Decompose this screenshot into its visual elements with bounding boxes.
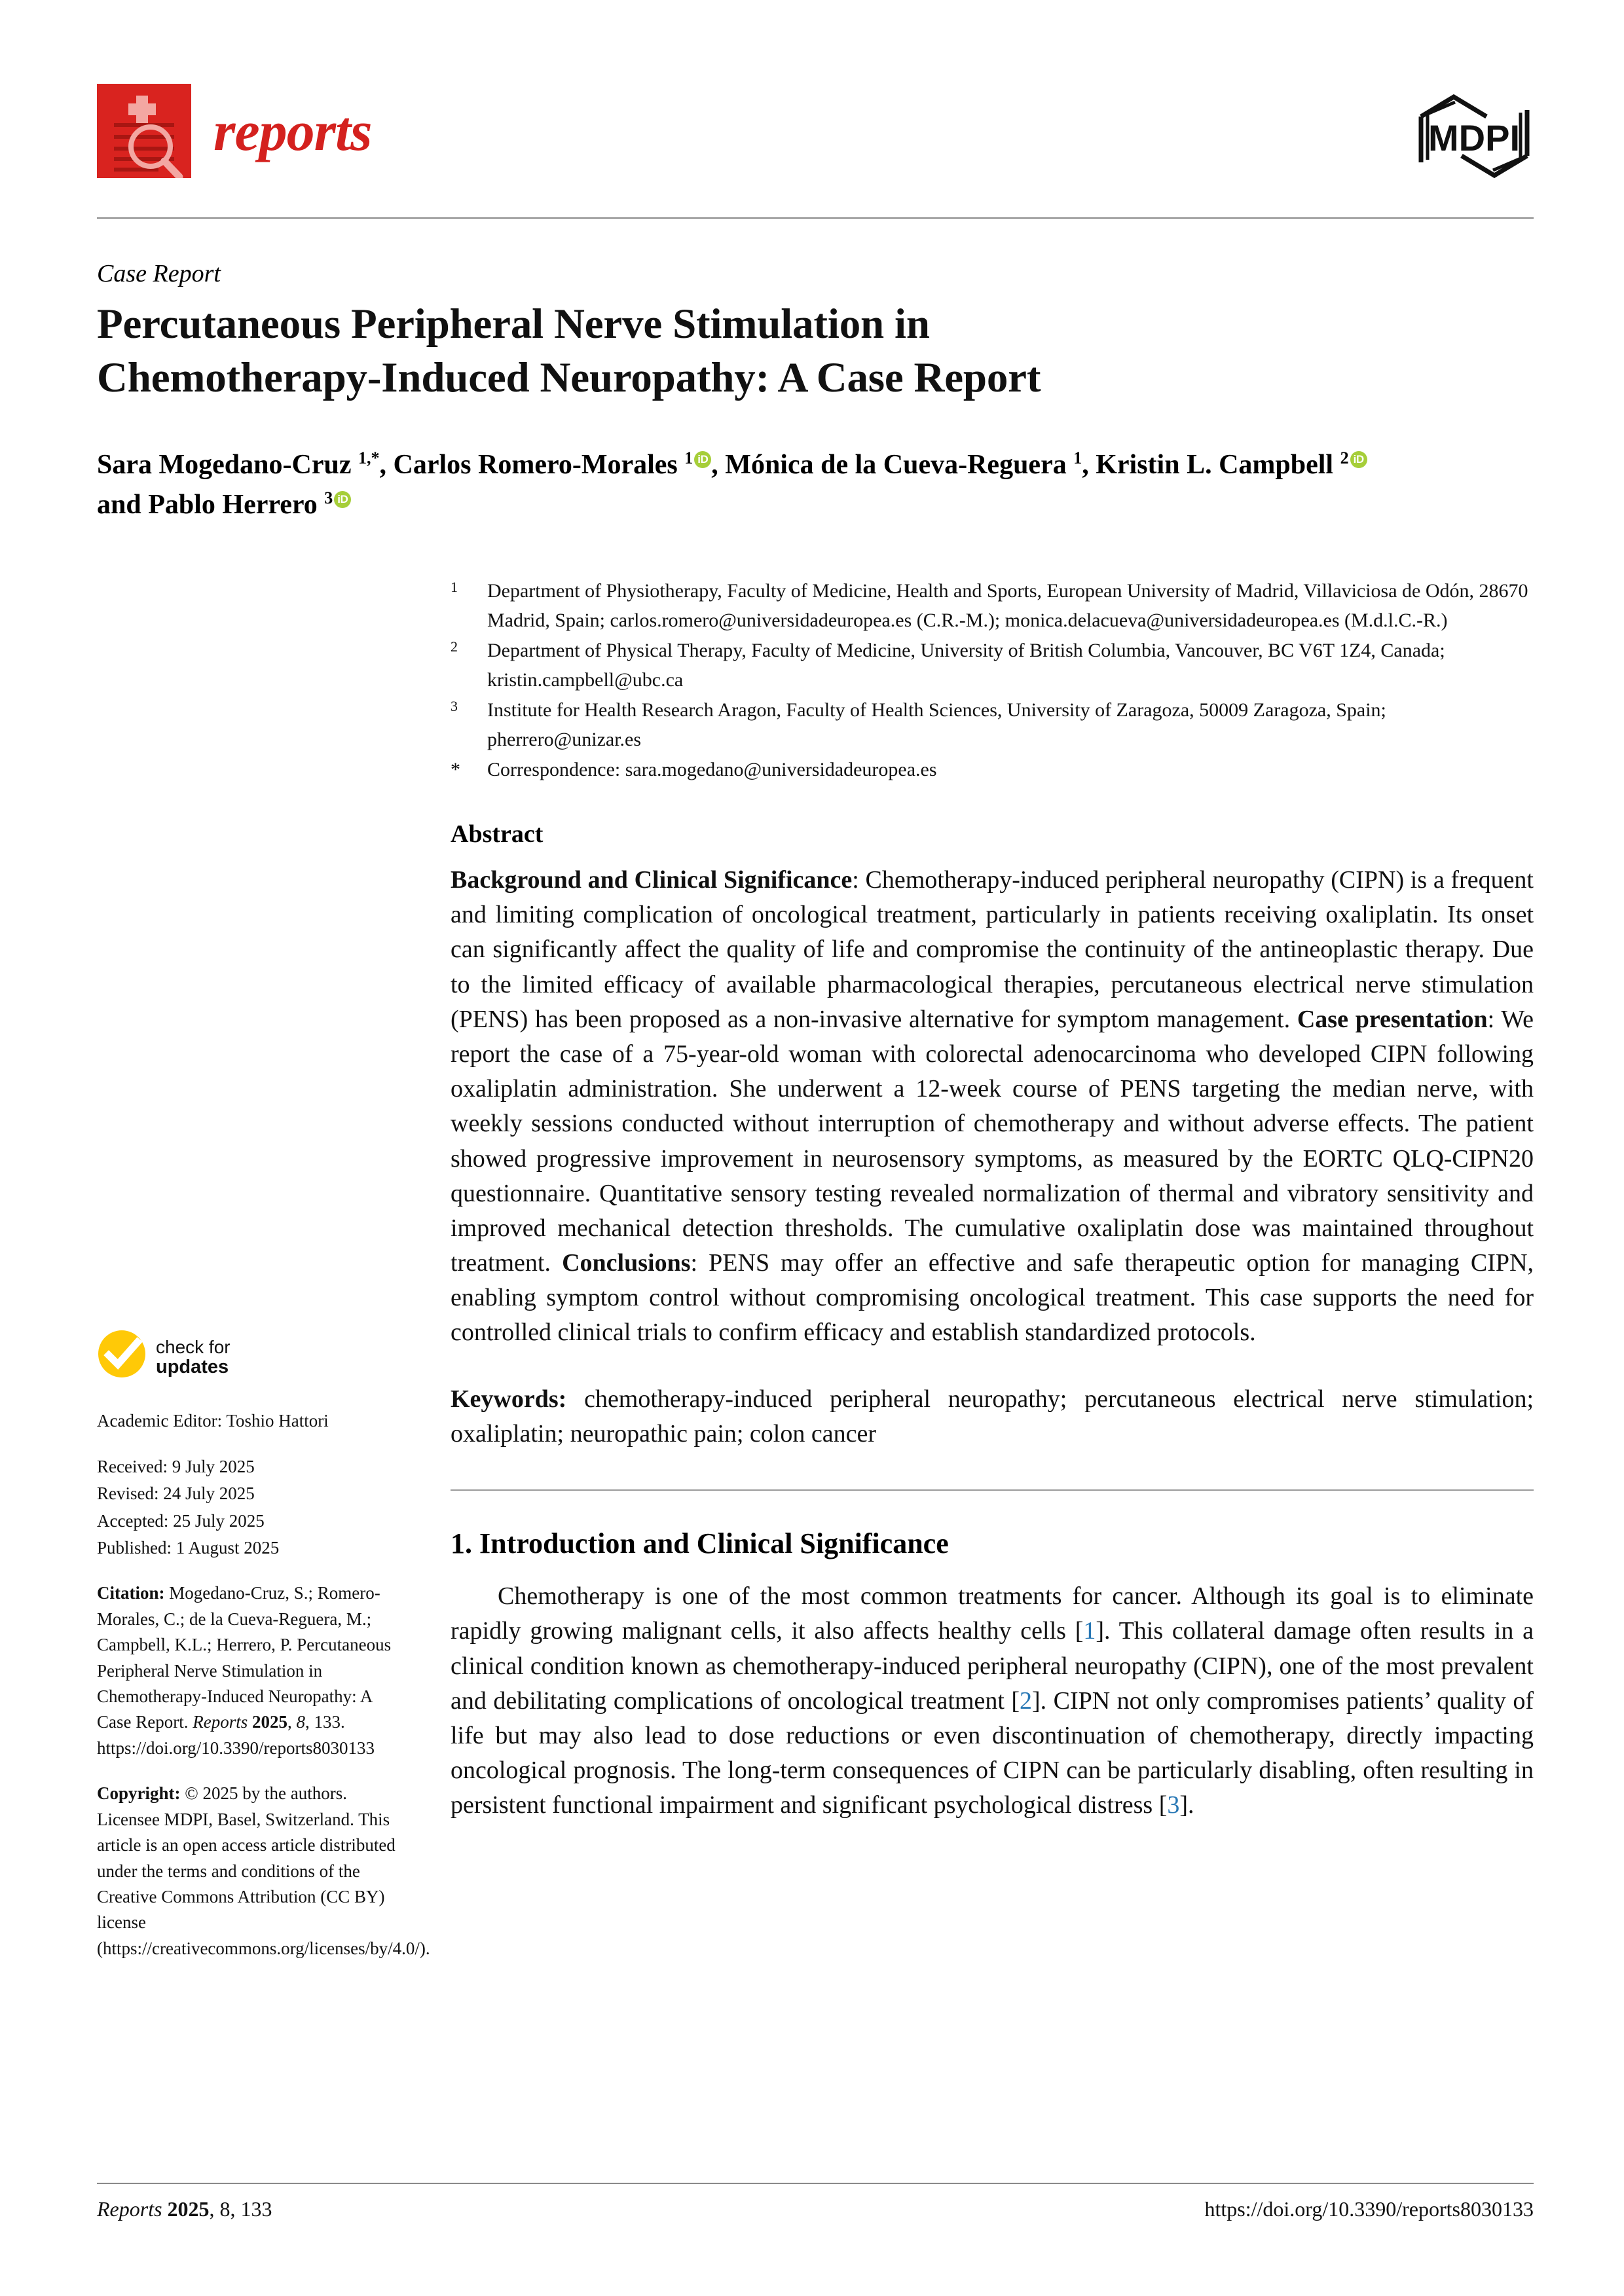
date-published: Published: 1 August 2025 [97,1538,280,1558]
journal-title: reports [213,100,372,162]
header-divider [97,217,1534,219]
check-circle-icon [97,1329,147,1386]
citation-body: Mogedano-Cruz, S.; Romero-Morales, C.; de la Cueva-Reguera, M.; Campbell, K.L.; Herrero, P. Percutaneous Peripheral Nerve Stimulation in Chemotherapy-Induced Neuropathy: A Case Report. [97,1583,392,1732]
date-accepted: Accepted: 25 July 2025 [97,1510,265,1531]
affiliation-marker: 3 [451,698,458,714]
intro-text-d: ]. [1179,1791,1194,1819]
intro-text-b: ]. This collateral damage often results in a clinical condition known as chemotherapy-induced peripheral neuropathy (CIPN), one of the most prevalent and debilitating complications of oncological treatment [ [451,1617,1534,1715]
footer-doi-link[interactable]: https://doi.org/10.3390/reports8030133 [1204,2197,1534,2221]
author-separator-3: , Kristin L. Campbell [1082,450,1340,480]
check-for-updates-label [156,1338,231,1378]
author-affiliation-marker-1: 1,* [358,448,380,467]
content-divider [451,1489,1534,1491]
abstract-heading: Abstract [451,820,544,848]
author-separator-2: , Mónica de la Cueva-Reguera [711,450,1074,480]
abstract-part-3: : PENS may offer an effective and safe therapeutic option for managing CIPN, enabling symptom control without compromising oncological treatment. This case supports the need for controlled clinical trials to confirm efficacy and establish standardized protocols. [451,1249,1534,1347]
keywords-text: chemotherapy-induced peripheral neuropathy; percutaneous electrical nerve stimulation; oxaliplatin; neuropathic pain; colon cancer [451,1385,1534,1448]
correspondence-text: Correspondence: sara.mogedano@universidadeuropea.es [487,759,937,780]
page-title: Percutaneous Peripheral Nerve Stimulation in Chemotherapy-Induced Neuropathy: A Case Report [97,301,1041,401]
citation-doi-link[interactable]: https://doi.org/10.3390/reports8030133 [97,1738,375,1758]
date-received: Received: 9 July 2025 [97,1456,255,1476]
copyright-block [97,1781,430,1961]
affiliation-marker: 1 [451,579,458,595]
svg-text:MDPI: MDPI [1428,117,1520,158]
abstract-label-background: Background and Clinical Significance [451,866,853,894]
cfu-line-1: check for [156,1336,231,1357]
abstract-part-1: : Chemotherapy-induced peripheral neuropathy (CIPN) is a frequent and limiting complication of oncological treatment, particularly in patients receiving oxaliplatin. Its onset can significantly affect the quality of life and compromise the continuity of the antineoplastic therapy. Due to the limited efficacy of available pharmacological therapies, percutaneous electrical nerve stimulation (PENS) has been proposed as a non-invasive alternative for symptom management. [451,866,1534,1033]
abstract-label-case-presentation: Case presentation [1297,1005,1488,1033]
affiliation-item [451,576,1534,635]
abstract-text [451,863,1534,1351]
keywords-label: Keywords: [451,1385,567,1413]
correspondence-item [451,755,1534,784]
reports-journal-logo-icon [97,84,191,178]
author-affiliation-marker-4: 2 [1340,448,1349,467]
footer-divider [97,2183,1534,2184]
citation-article-number: , 133. [304,1712,345,1732]
cfu-line-2: updates [156,1357,229,1378]
citation-year: 2025 [251,1712,287,1732]
intro-text-a: Chemotherapy is one of the most common treatments for cancer. Although its goal is to eliminate rapidly growing malignant cells, it also affects healthy cells [ [451,1582,1534,1645]
author-name-1: Sara Mogedano-Cruz [97,450,358,480]
orcid-icon-author-5[interactable]: iD [334,491,351,508]
reference-link-1[interactable]: 1 [1083,1617,1096,1645]
introduction-heading: 1. Introduction and Clinical Significance [451,1527,949,1559]
citation-block: Citation: Mogedano-Cruz, S.; Romero-Morales, C.; de la Cueva-Reguera, M.; Campbell, K.L.; Herrero, P. Percutaneous Peripheral Nerve Stimulation in Chemotherapy-Induced Neuropathy: A Case Report. Reports 2025, 8, 133. https://doi.org/10.3390/reports8030133 [97,1583,392,1758]
check-for-updates-badge[interactable] [97,1329,405,1386]
journal-branding[interactable] [97,84,371,178]
correspondence-marker: * [451,759,460,780]
keywords-block [451,1382,1534,1451]
mdpi-publisher-logo-icon[interactable] [1414,92,1534,181]
page-footer [97,2197,1534,2221]
affiliation-text: Institute for Health Research Aragon, Faculty of Health Sciences, University of Zaragoza, 50009 Zaragoza, Spain; pherrero@unizar.es [487,699,1386,750]
author-separator-1: , Carlos Romero-Morales [379,450,685,480]
footer-citation [97,2197,272,2221]
affiliations-block [451,576,1534,784]
academic-editor: Academic Editor: Toshio Hattori [97,1411,329,1431]
introduction-paragraph [451,1579,1534,1823]
affiliation-item [451,636,1534,695]
copyright-label: Copyright: [97,1783,181,1804]
abstract-part-2: : We report the case of a 75-year-old woman with colorectal adenocarcinoma who developed CIPN following oxaliplatin administration. She underwent a 12-week course of PENS targeting the median nerve, with weekly sessions conducted without interruption of chemotherapy and without adverse effects. The patient showed progressive improvement in neurosensory symptoms, as measured by the EORTC QLQ-CIPN20 questionnaire. Quantitative sensory testing revealed normalization of thermal and vibratory sensitivity and improved mechanical detection thresholds. The cumulative oxaliplatin dose was maintained throughout treatment. [451,1005,1534,1277]
intro-text-c: ]. CIPN not only compromises patients’ quality of life but may also lead to dose reductions or even discontinuation of chemotherapy, directly impacting oncological prognosis. The long-term consequences of CIPN can be particularly disabling, often resulting in persistent functional impairment and significant psychological distress [ [451,1686,1534,1819]
date-revised: Revised: 24 July 2025 [97,1484,255,1504]
affiliation-text: Department of Physiotherapy, Faculty of Medicine, Health and Sports, European University of Madrid, Villaviciosa de Odón, 28670 Madrid, Spain; carlos.romero@universidadeuropea.es (C.R.-M.); monica.delacueva@universidadeuropea.es (M.d.l.C.-R.) [487,580,1528,631]
page-header [97,84,1534,183]
reference-link-3[interactable]: 3 [1167,1791,1180,1819]
main-content-column [451,576,1534,1823]
author-affiliation-marker-3: 1 [1073,448,1082,467]
orcid-icon-author-2[interactable]: iD [694,451,711,468]
publication-dates-block [97,1454,405,1561]
orcid-icon-author-4[interactable]: iD [1350,451,1367,468]
reference-link-2[interactable]: 2 [1020,1686,1033,1715]
article-type-label: Case Report [97,260,221,287]
affiliation-text: Department of Physical Therapy, Faculty of Medicine, University of British Columbia, Vancouver, BC V6T 1Z4, Canada; kristin.campbell@ubc.ca [487,640,1445,691]
citation-journal: Reports [193,1712,248,1732]
author-list [97,445,1485,526]
author-affiliation-marker-5: 3 [324,488,333,508]
footer-year: 2025 [167,2197,210,2221]
copyright-text: © 2025 by the authors. Licensee MDPI, Basel, Switzerland. This article is an open access article distributed under the terms and conditions of the Creative Commons Attribution (CC BY) license (https://creativecommons.org/licenses/by/4.0/). [97,1783,430,1958]
article-metadata-sidebar [97,1329,430,1981]
affiliation-item [451,695,1534,754]
author-name-5: and Pablo Herrero [97,490,325,520]
affiliation-marker: 2 [451,638,458,655]
academic-editor-block [97,1408,405,1434]
citation-volume: 8 [296,1712,305,1732]
abstract-label-conclusions: Conclusions [562,1249,691,1277]
citation-label: Citation: [97,1583,165,1603]
footer-journal-name: Reports [97,2197,162,2221]
footer-volume-page: , 8, 133 [209,2197,272,2221]
author-affiliation-marker-2: 1 [684,448,693,467]
